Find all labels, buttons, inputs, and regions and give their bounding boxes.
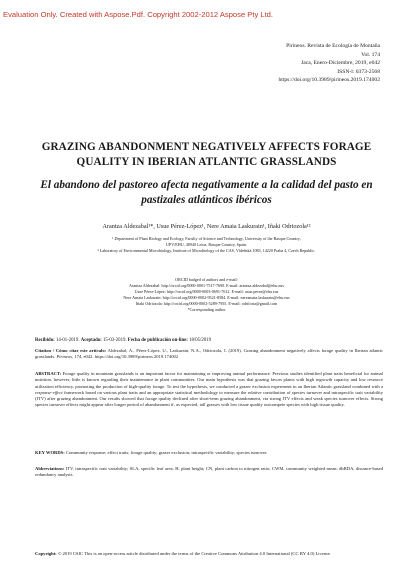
affiliation-line: ² Laboratory of Environmental Microbiology, Institute of Microbiology of the CAS, Vídeňská 1083, 14220 Praha 4, Czech Republic. xyxy=(97,248,316,253)
accepted-label: Aceptado: xyxy=(80,338,102,343)
journal-name: Pirineos. Revista de Ecología de Montaña xyxy=(286,43,380,49)
orcid-block xyxy=(60,277,353,313)
affiliation-line: UPV/EHU, 48940 Leioa, Basque Country, Spain. xyxy=(165,242,248,247)
citation-text: Aldezabal, A., Pérez-López, U., Laskurain, N.A., Odriozola, I. (2019). Grazing abandonment negatively affects forage quality in Iberian atlantic grasslands. xyxy=(35,348,384,360)
journal-issn: ISSN-l: 0373-2568 xyxy=(337,68,380,75)
keywords-block xyxy=(35,450,383,456)
paper-title-english: GRAZING ABANDONMENT NEGATIVELY AFFECTS FORAGE QUALITY IN IBERIAN ATLANTIC GRASSLANDS xyxy=(41,141,372,168)
affiliations xyxy=(30,236,383,254)
abbreviations-block xyxy=(35,466,383,479)
watermark-text: Evaluation Only. Created with Aspose.Pdf. Copyright 2002-2012 Aspose Pty Ltd. xyxy=(3,10,274,19)
orcid-line[interactable]: Arantza Aldezabal: http://orcid.org/0000-0001-7517-7690. E-mail: arantza.aldezabal@ehu.eus xyxy=(129,283,284,288)
journal-header xyxy=(160,42,380,85)
citation-doi[interactable]: , e042. https://doi.org/10.3989/pirineos.2019.174002 xyxy=(81,354,179,360)
orcid-line[interactable]: Iñaki Odriozola: http://orcid.org/0000-0002-5289-7955. E-mail: odriforia@gmail.com xyxy=(135,301,278,306)
abstract-label: ABSTRACT: xyxy=(35,371,62,376)
citation-journal: Pirineos, 174 xyxy=(56,354,82,360)
abbreviations-label: Abbreviations: xyxy=(35,466,65,471)
journal-place-date: Jaca, Enero-Diciembre, 2019, e042 xyxy=(301,60,380,66)
copyright-block xyxy=(35,551,383,557)
citation-label: Citation / Cómo citar este artículo: xyxy=(35,348,107,353)
journal-doi-link[interactable]: https://doi.org/10.3989/pirineos.2019.174002 xyxy=(278,77,380,83)
orcid-heading: ORCID badged of authors and e-mail: xyxy=(175,277,238,282)
abstract-block xyxy=(35,371,383,409)
abstract-italic-term: response-effect xyxy=(35,389,63,395)
orcid-line[interactable]: Usue Pérez-López: http://orcid.org/0000-0003-0691-7612. E-mail: usue.perez@ehu.eus xyxy=(134,289,279,294)
citation-block xyxy=(35,348,383,361)
copyright-text: © 2019 CSIC This is an open-access article distributed under the terms of the Creative Commons Attribution 4.0 International (CC BY 4.0) License. xyxy=(57,551,331,556)
keywords-text: Community response; effect traits; forage quality; grazer exclusion; intraspecific variability; species turnover. xyxy=(65,450,268,455)
copyright-label: Copyright: xyxy=(35,551,57,556)
received-date: 14-01-2019. xyxy=(55,338,80,343)
orcid-line[interactable]: Nere Amaia Laskurain: http://orcid.org/0000-0002-9521-8584. E-mail: nereamaia.laskurain@ehu.eus xyxy=(123,295,290,300)
published-date: 18/05/2019 xyxy=(189,338,211,343)
abbreviations-text: ITV, intraspecific trait variability; SLA, specific leaf area; H, plant height; CN, plant carbon to nitrogen ratio; CWM, community weighted mean; dbRDA, distance-based redundancy analysis. xyxy=(35,466,384,478)
received-label: Recibido: xyxy=(35,338,55,343)
author-list: Arantza Aldezabal¹*, Usue Pérez-López¹, Nere Amaia Laskurain¹, Iñaki Odriozola¹² xyxy=(102,223,311,230)
paper-title-spanish: El abandono del pastoreo afecta negativamente a la calidad del pasto en pastizales atlánticos ibéricos xyxy=(40,179,373,206)
journal-volume: Vol. 174 xyxy=(361,51,380,58)
published-label: Fecha de publicación on-line: xyxy=(127,338,188,343)
accepted-date: 15-03-2019. xyxy=(103,338,127,343)
abstract-text-continued: framework based on various plant traits and an appropriate statistical methodology to measure the relative contribution of species turnover and intraspecific trait variability (ITV) after grazing abandonment. Our results showed that forage quality declined after short-term grazing abandonment, via strong ITV effects and weak species turnover effects. Strong species turnover effects might appear after longer period of abandonment if, as expected, tall grasses with low tissue quality outcompete species with high tissue quality. xyxy=(35,389,383,408)
keywords-label: KEY WORDS: xyxy=(35,450,65,455)
abstract-text: Forage quality in mountain grasslands is an important factor for maintaining or improving animal performance. Previous studies identified plant traits beneficial for animal nutrition, however, little is known regarding their maintenance in plant communities. Our main hypothesis was that grazing favors plants with high regrowth capacity and low resource utilization efficiency, promoting the production of high-quality forage. To test the hypothesis, we conducted a grazer exclusion experiment in an Iberian Atlantic grassland combined with a xyxy=(35,371,383,389)
publication-dates xyxy=(35,338,211,343)
corresponding-author-note: *Corresponding author xyxy=(187,307,226,312)
affiliation-line: ¹ Department of Plant Biology and Ecology, Faculty of Science and Technology, University of the Basque Country, xyxy=(112,236,301,241)
